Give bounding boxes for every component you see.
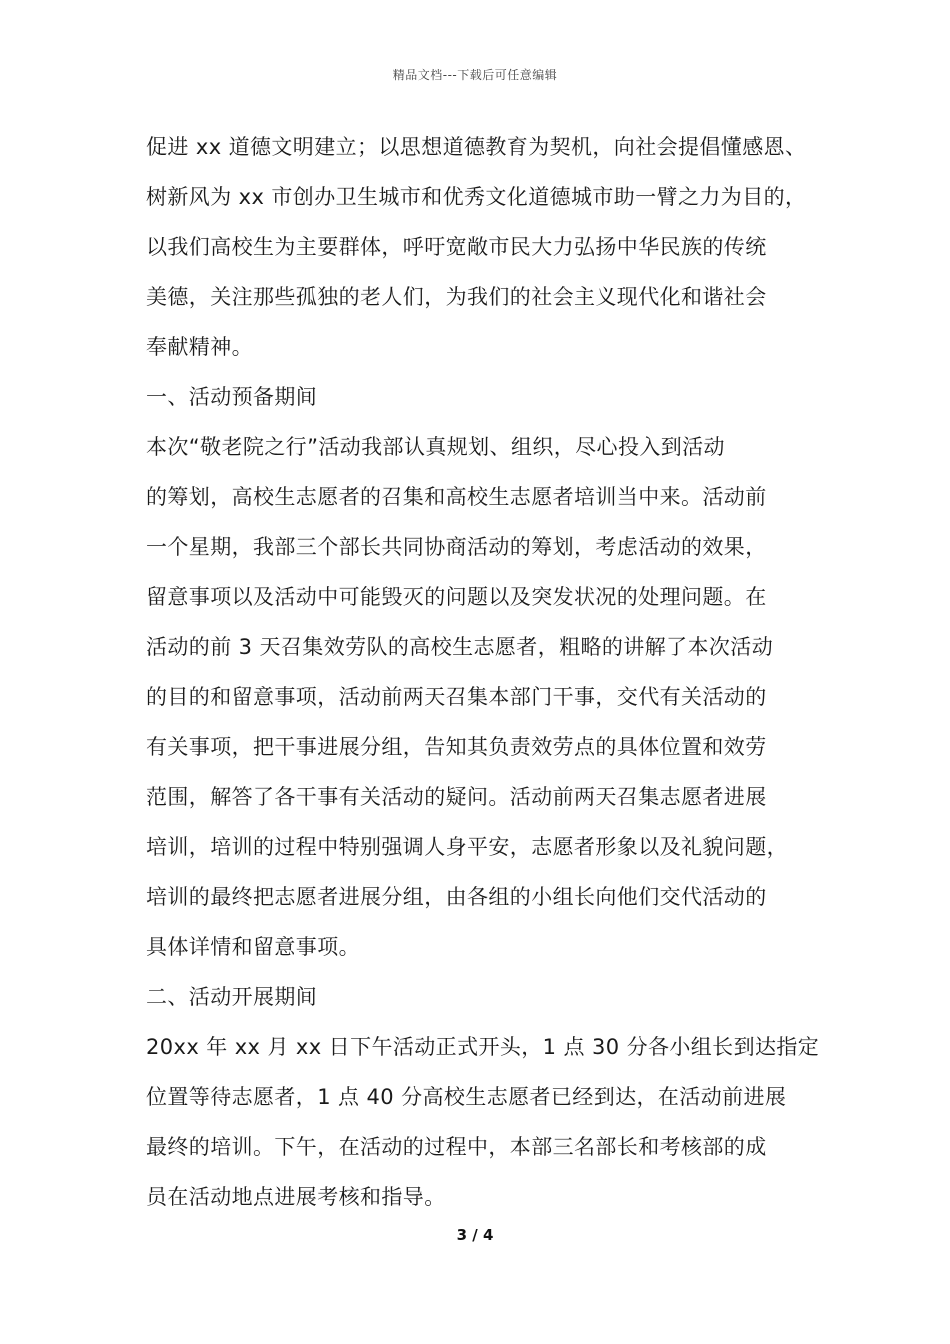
paragraph [146,122,826,372]
text-line: 美德，关注那些孤独的老人们，为我们的社会主义现代化和谐社会 [146,285,767,309]
paragraph [146,1022,826,1222]
text-line: 二、活动开展期间 [146,985,318,1009]
text-line: 活动的前 3 天召集效劳队的高校生志愿者，粗略的讲解了本次活动 [146,635,774,659]
text-line: 的目的和留意事项，活动前两天召集本部门干事，交代有关活动的 [146,685,767,709]
text-line: 留意事项以及活动中可能毁灭的问题以及突发状况的处理问题。在 [146,585,767,609]
section-heading [146,372,826,422]
page-header: 精品文档---下载后可任意编辑 [392,68,558,82]
text-line: 一、活动预备期间 [146,385,318,409]
text-line: 树新风为 xx 市创办卫生城市和优秀文化道德城市助一臂之力为目的， [146,185,807,209]
text-line: 奉献精神。 [146,335,253,359]
text-line: 具体详情和留意事项。 [146,935,360,959]
text-line: 的筹划，高校生志愿者的召集和高校生志愿者培训当中来。活动前 [146,485,767,509]
text-line: 促进 xx 道德文明建立；以思想道德教育为契机，向社会提倡懂感恩、 [146,135,807,159]
section-heading [146,972,826,1022]
text-line: 位置等待志愿者，1 点 40 分高校生志愿者已经到达，在活动前进展 [146,1085,787,1109]
text-line: 本次“敬老院之行”活动我部认真规划、组织，尽心投入到活动 [146,435,725,459]
text-line: 以我们高校生为主要群体，呼吁宽敞市民大力弘扬中华民族的传统 [146,235,767,259]
text-line: 最终的培训。下午，在活动的过程中，本部三名部长和考核部的成 [146,1135,767,1159]
paragraph [146,422,826,972]
text-line: 范围，解答了各干事有关活动的疑问。活动前两天召集志愿者进展 [146,785,767,809]
text-line: 培训的最终把志愿者进展分组，由各组的小组长向他们交代活动的 [146,885,767,909]
text-line: 20xx 年 xx 月 xx 日下午活动正式开头，1 点 30 分各小组长到达指定 [146,1035,820,1059]
text-line: 有关事项，把干事进展分组，告知其负责效劳点的具体位置和效劳 [146,735,767,759]
page-number: 3 / 4 [456,1226,494,1244]
text-line: 一个星期，我部三个部长共同协商活动的筹划，考虑活动的效果， [146,535,767,559]
text-line: 培训，培训的过程中特别强调人身平安，志愿者形象以及礼貌问题， [146,835,788,859]
document-body [146,122,826,1222]
text-line: 员在活动地点进展考核和指导。 [146,1185,446,1209]
